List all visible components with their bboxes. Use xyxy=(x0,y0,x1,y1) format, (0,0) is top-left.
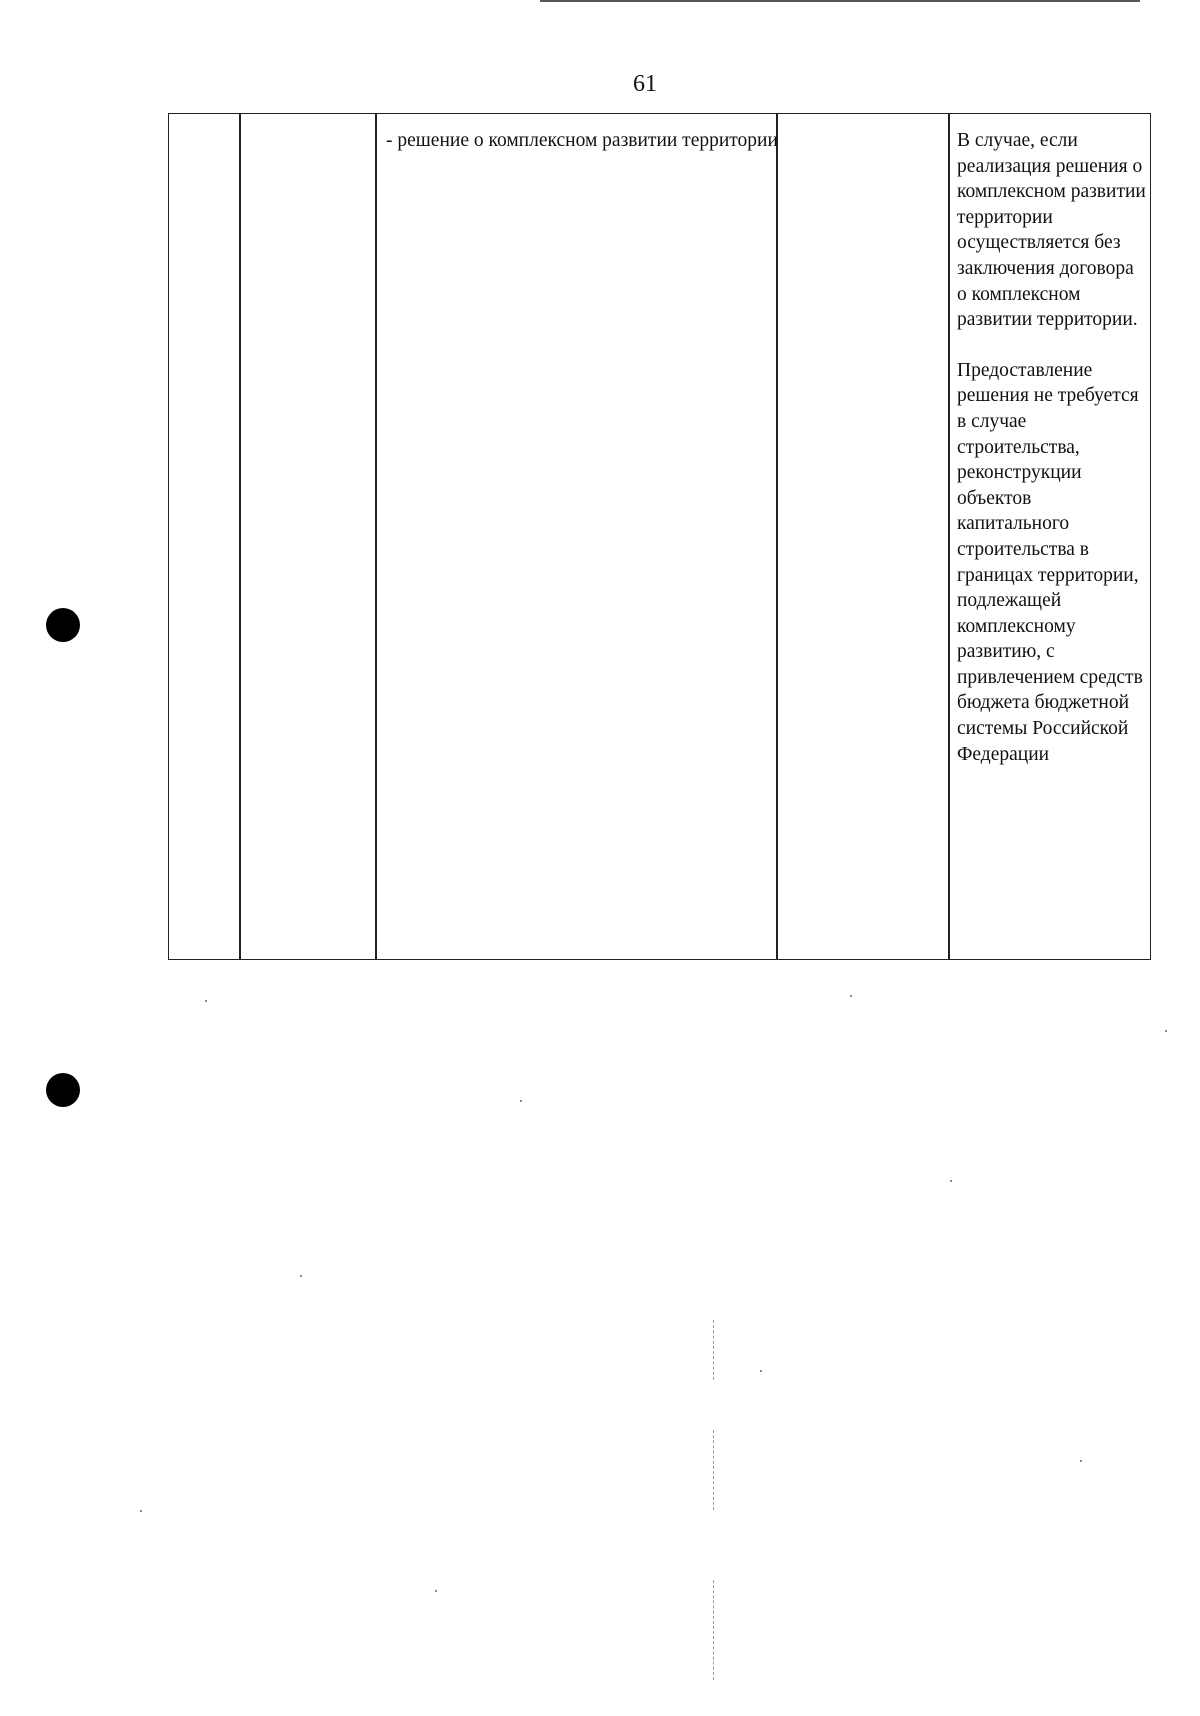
scan-speck xyxy=(1165,1030,1167,1032)
binder-hole-mark xyxy=(46,1073,80,1107)
table-column-divider xyxy=(948,114,950,959)
document-table xyxy=(168,113,1151,960)
scan-artifact-line xyxy=(713,1430,715,1510)
table-column-divider xyxy=(375,114,377,959)
note-paragraph-condition: В случае, если реализация решения о комплексном развитии территории осуществляется без заключения договора о комплексном развитии территории. xyxy=(957,130,1146,331)
page-number: 61 xyxy=(633,71,657,97)
scan-speck xyxy=(950,1180,952,1182)
scan-speck xyxy=(205,1000,207,1002)
scan-artifact-line xyxy=(713,1320,715,1380)
table-cell-note xyxy=(957,128,1147,767)
scan-speck xyxy=(1080,1460,1082,1462)
scan-speck xyxy=(435,1590,437,1592)
scan-speck xyxy=(850,995,852,997)
note-paragraph-exception: Предоставление решения не требуется в случае строительства, реконструкции объектов капитального строительства в границах территории, подлежащей комплексному развитию, с привлечением средств бюджета бюджетной системы Российской Федерации xyxy=(957,359,1143,765)
scan-speck xyxy=(140,1510,142,1512)
scan-artifact-line xyxy=(713,1580,715,1680)
scan-speck xyxy=(520,1100,522,1102)
scan-speck xyxy=(300,1275,302,1277)
binder-hole-mark xyxy=(46,608,80,642)
table-column-divider xyxy=(239,114,241,959)
scan-speck xyxy=(760,1370,762,1372)
page-top-edge-rule xyxy=(540,0,1140,2)
table-column-divider xyxy=(776,114,778,959)
table-cell-document-name: - решение о комплексном развитии территории xyxy=(386,130,778,151)
